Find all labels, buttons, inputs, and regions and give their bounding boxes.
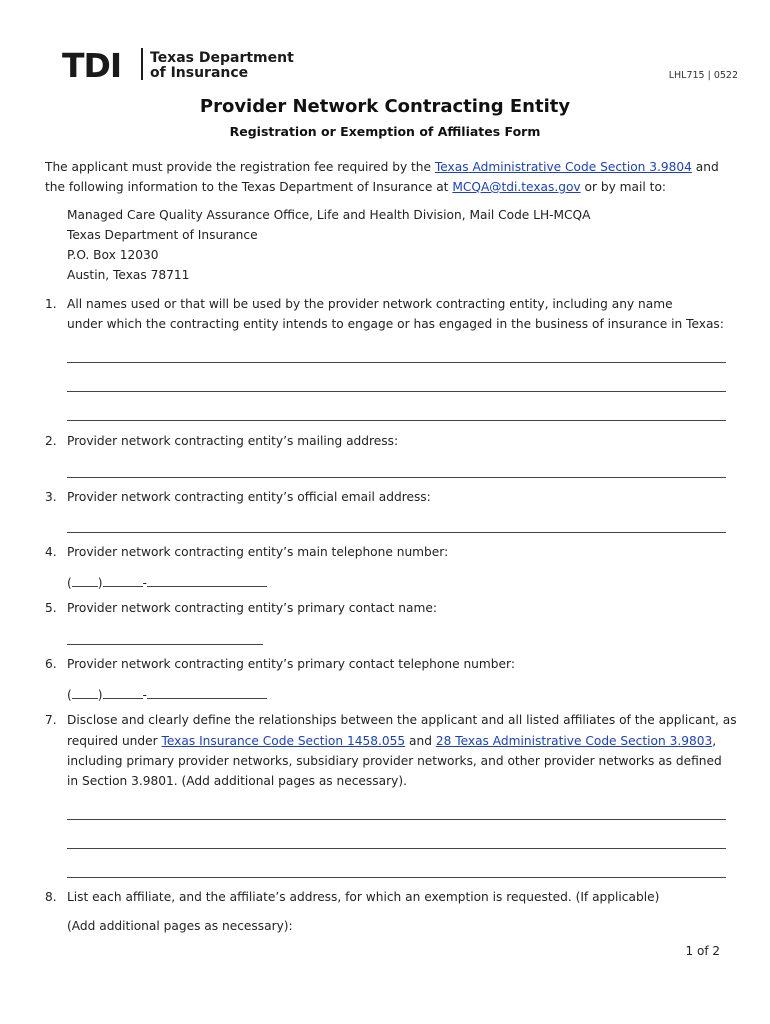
q3-answer-line[interactable] [67, 532, 726, 533]
q1-answer-line-1[interactable] [67, 362, 726, 363]
q6-number: 6. [45, 657, 57, 671]
prefix-blank[interactable] [103, 575, 143, 587]
q5-text: Provider network contracting entity’s primary contact name: [67, 601, 437, 615]
tdi-logo [62, 44, 302, 84]
phone-paren-close: ) [97, 688, 103, 702]
q2-answer-line[interactable] [67, 477, 726, 478]
q7-text: and [405, 734, 436, 748]
intro-line-1 [45, 157, 719, 177]
q7-answer-line-1[interactable] [67, 819, 726, 820]
intro-line-2 [45, 177, 666, 197]
q1-answer-line-2[interactable] [67, 391, 726, 392]
tac-3-9803-link[interactable]: 28 Texas Administrative Code Section 3.9803 [435, 734, 713, 748]
q1-number: 1. [45, 297, 57, 311]
svg-text:TDI: TDI [62, 46, 122, 84]
phone-paren-close: ) [97, 576, 103, 590]
q1-text-line1: All names used or that will be used by the provider network contracting entity, including any name [67, 297, 673, 311]
q6-text: Provider network contracting entity’s primary contact telephone number: [67, 657, 515, 671]
q1-answer-line-3[interactable] [67, 420, 726, 421]
q8-number: 8. [45, 890, 57, 904]
area-code-blank[interactable] [72, 687, 98, 699]
address-line: Managed Care Quality Assurance Office, Life and Health Division, Mail Code LH-MCQA [67, 208, 591, 222]
tic-1458-055-link[interactable]: Texas Insurance Code Section 1458.055 [161, 734, 406, 748]
intro-text: or by mail to: [580, 180, 667, 194]
intro-text: the following information to the Texas Department of Insurance at [45, 180, 453, 194]
page-number: 1 of 2 [685, 944, 720, 958]
svg-text:of Insurance: of Insurance [150, 65, 249, 81]
q7-text-line2 [67, 731, 716, 751]
tac-3-9804-link[interactable]: Texas Administrative Code Section 3.9804 [434, 160, 692, 174]
mailing-address [67, 205, 590, 285]
q5-number: 5. [45, 601, 57, 615]
address-line: Austin, Texas 78711 [67, 268, 190, 282]
q1-text-line2: under which the contracting entity intends to engage or has engaged in the business of insurance in Texas: [67, 317, 724, 331]
prefix-blank[interactable] [103, 687, 143, 699]
phone-paren-open: ( [67, 688, 72, 702]
q7-answer-line-3[interactable] [67, 877, 726, 878]
q4-phone-field[interactable] [67, 573, 267, 593]
q7-text: required under [67, 734, 162, 748]
address-line: Texas Department of Insurance [67, 228, 258, 242]
q8-text-line1: List each affiliate, and the affiliate’s address, for which an exemption is requested. (If applicable) [67, 890, 660, 904]
q7-answer-line-2[interactable] [67, 848, 726, 849]
svg-text:Texas Department: Texas Department [150, 50, 294, 66]
q8-text-line2: (Add additional pages as necessary): [67, 919, 293, 933]
phone-dash: - [142, 576, 147, 590]
q2-text: Provider network contracting entity’s mailing address: [67, 434, 399, 448]
q4-text: Provider network contracting entity’s main telephone number: [67, 545, 449, 559]
address-line: P.O. Box 12030 [67, 248, 159, 262]
mcqa-email-link[interactable]: MCQA@tdi.texas.gov [452, 180, 581, 194]
q7-text-line4: in Section 3.9801. (Add additional pages as necessary). [67, 774, 407, 788]
line-number-blank[interactable] [147, 575, 267, 587]
phone-paren-open: ( [67, 576, 72, 590]
q5-answer-line[interactable] [67, 632, 263, 645]
q7-text-line3: including primary provider networks, subsidiary provider networks, and other provider networks as defined [67, 754, 722, 768]
q7-number: 7. [45, 713, 57, 727]
q3-text: Provider network contracting entity’s official email address: [67, 490, 431, 504]
q7-text-line1: Disclose and clearly define the relationships between the applicant and all listed affiliates of the applicant, as [67, 713, 737, 727]
intro-text: The applicant must provide the registration fee required by the [45, 160, 435, 174]
q6-phone-field[interactable] [67, 685, 267, 705]
line-number-blank[interactable] [147, 687, 267, 699]
q2-number: 2. [45, 434, 57, 448]
intro-text: and [691, 160, 719, 174]
form-code: LHL715 | 0522 [668, 70, 738, 81]
q7-text: , [712, 734, 717, 748]
phone-dash: - [142, 688, 147, 702]
q3-number: 3. [45, 490, 57, 504]
q4-number: 4. [45, 545, 57, 559]
page-subtitle: Registration or Exemption of Affiliates Form [229, 124, 541, 139]
area-code-blank[interactable] [72, 575, 98, 587]
page-title: Provider Network Contracting Entity [199, 96, 571, 117]
